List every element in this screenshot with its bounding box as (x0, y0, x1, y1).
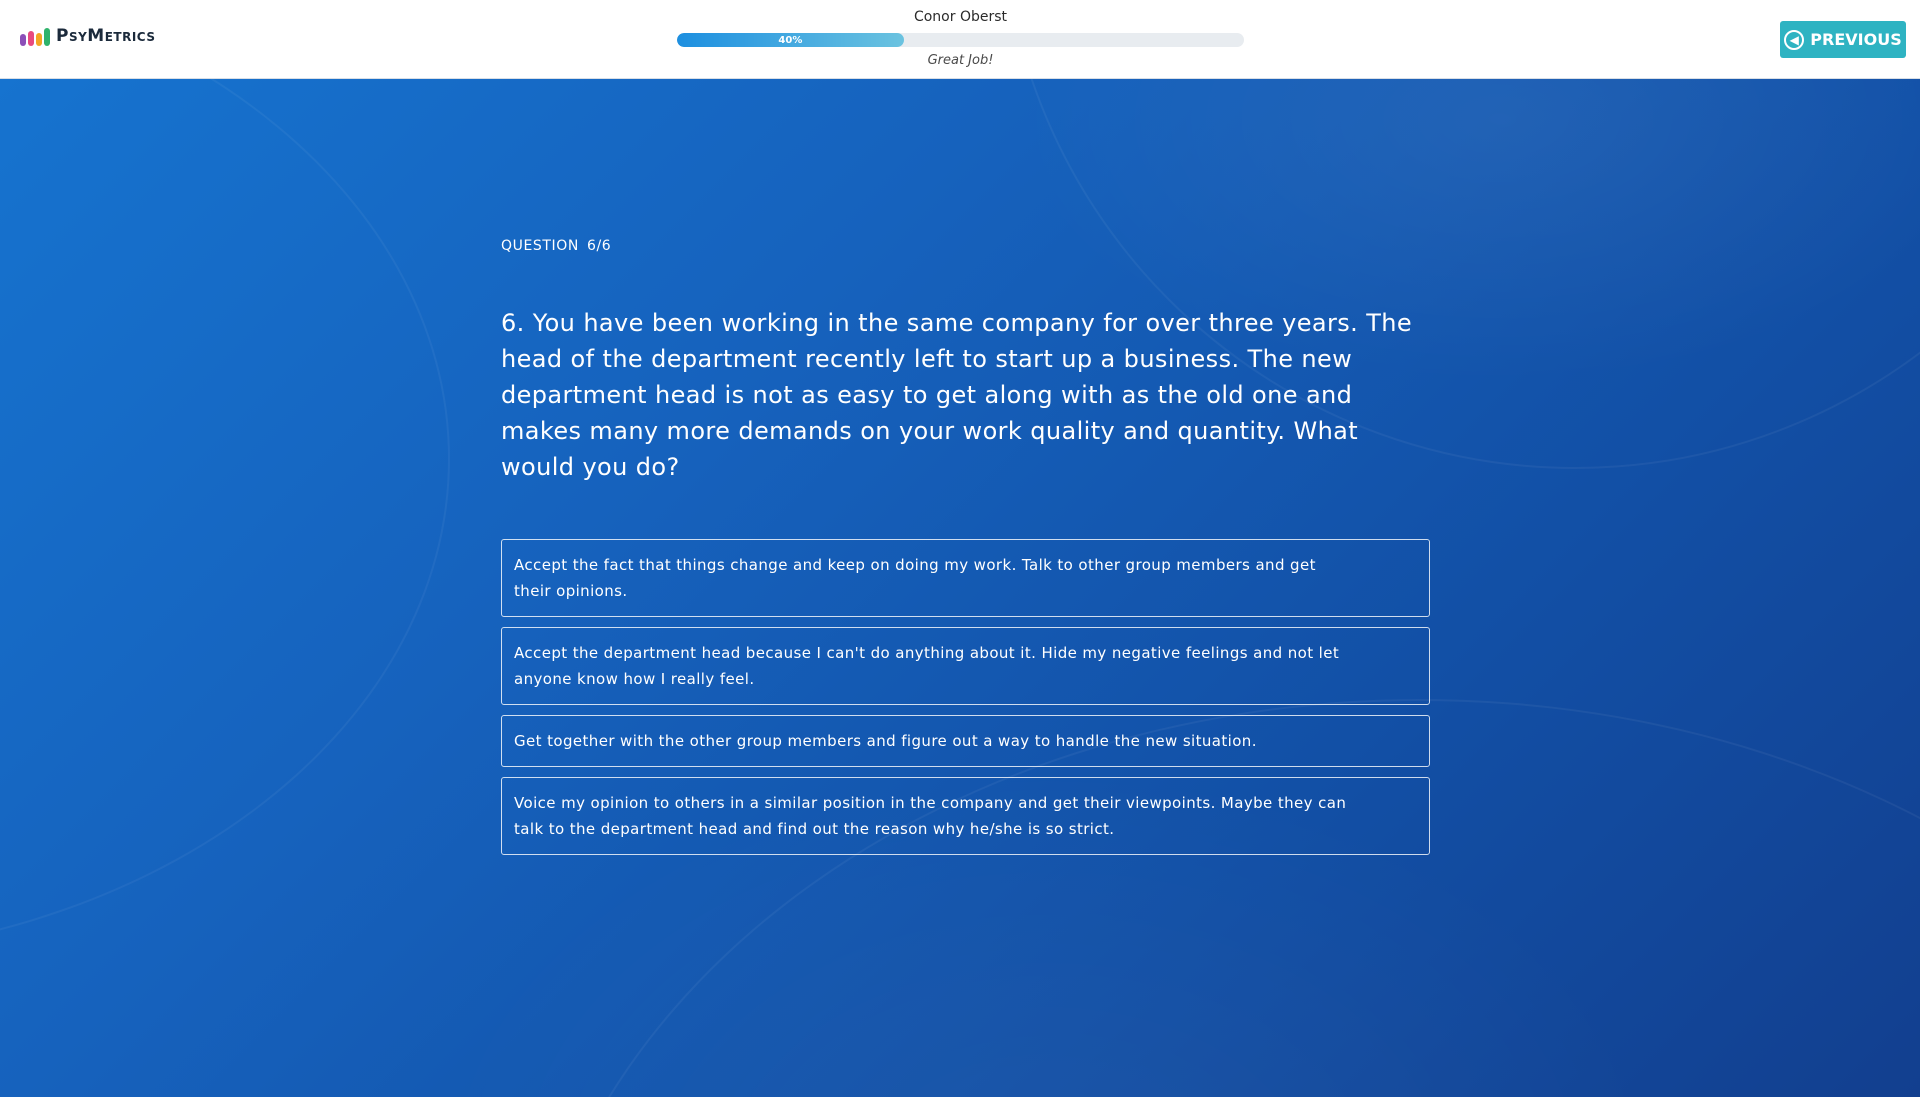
brand-name: PsyMetrics (56, 26, 156, 46)
arrow-left-circle-icon: ◀ (1784, 30, 1804, 50)
question-text: 6. You have been working in the same company for over three years. The head of the department recently left to start up a business. The new department head is not as easy to get along with as the old one and makes many more demands on your work quality and quantity. What would you do? (501, 309, 1413, 481)
progress-section (677, 8, 1244, 68)
brand-logo[interactable] (20, 24, 155, 48)
answer-option[interactable] (501, 777, 1430, 855)
answer-option-text: Get together with the other group members and figure out a way to handle the new situation. (514, 732, 1257, 750)
answer-option[interactable] (501, 539, 1430, 617)
question-counter (501, 238, 1430, 254)
progress-bar (677, 33, 1244, 47)
progress-label: 40% (778, 34, 803, 46)
answer-option[interactable] (501, 715, 1430, 767)
question-content (501, 238, 1430, 855)
answer-options (501, 539, 1430, 855)
progress-fill (677, 33, 904, 47)
answer-option-text: Voice my opinion to others in a similar position in the company and get their viewpoints. Maybe they can talk to the department head and find out the reason why he/she is so strict. (514, 794, 1347, 838)
user-name: Conor Oberst (913, 9, 1008, 25)
question-area (0, 79, 1920, 1097)
answer-option-text: Accept the department head because I can't do anything about it. Hide my negative feelings and not let anyone know how I really feel. (514, 644, 1340, 688)
background-arc (0, 79, 450, 959)
top-bar (0, 0, 1920, 79)
logo-icon (20, 26, 50, 46)
answer-option[interactable] (501, 627, 1430, 705)
encouragement-text: Great Job! (927, 53, 994, 68)
question-counter-label: QUESTION (501, 238, 579, 254)
question-counter-value: 6/6 (586, 238, 612, 254)
previous-button[interactable] (1780, 21, 1906, 58)
answer-option-text: Accept the fact that things change and keep on doing my work. Talk to other group members and get their opinions. (514, 556, 1316, 600)
previous-button-label: PREVIOUS (1810, 30, 1902, 49)
